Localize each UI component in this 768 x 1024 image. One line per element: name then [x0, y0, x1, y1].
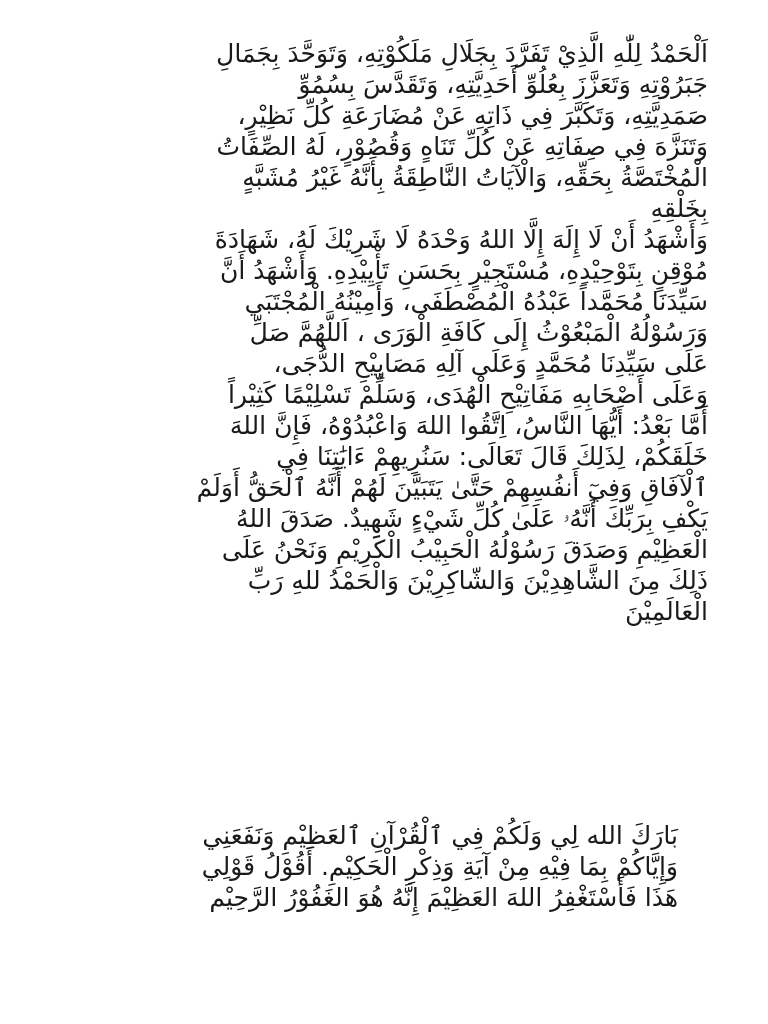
text-line: ذَلِكَ مِنَ الشَّاهِدِيْنَ وَالشّاكِرِيْنَ وَالْحَمْدُ للهِ رَبِّ: [247, 566, 708, 595]
text-line: اَلْحَمْدُ لِلّٰهِ الَّذِيْ تَفَرَّدَ بِجَلَالِ مَلَكُوْتِهِ، وَتَوَحَّدَ بِجَمَالِ: [216, 39, 708, 68]
text-line: وَأَشْهَدُ أَنْ لَا إِلَهَ إِلَّا اللهُ وَحْدَهُ لَا شَرِيْكَ لَهُ، شَهَادَةَ: [214, 225, 708, 254]
text-line: الْعَظِيْمِ وَصَدَقَ رَسُوْلُهُ الْحَبِيْبُ الْكَرِيْمِ وَنَحْنُ عَلَى: [221, 535, 708, 564]
quran-verse-line: يَكْفِ بِرَبِّكَ أَنَّهُۥ عَلَىٰ كُلِّ شَيْءٍ شَهِيدٌ. صَدَقَ اللهُ: [235, 504, 708, 533]
text-line: خَلَقَكُمْ، لِذَلِكَ قَالَ تَعَالَى: سَنُرِيهِمْ ءَايَٰتِنَا فِي: [276, 442, 708, 471]
quran-verse-line: ٱلْآفَاقِ وَفِيٓ أَنفُسِهِمْ حَتَّىٰ يَتَبَيَّنَ لَهُمْ أَنَّهُ ٱلْحَقُّ أَوَلَمْ: [196, 473, 708, 502]
text-line: مُوْقِنٍ بِتَوْحِيْدِهِ، مُسْتَجِيْرٍ بِحَسَنِ تَأْيِيْدِهِ. وَأَشْهَدُ أَنَّ: [220, 256, 708, 285]
closing-paragraph: [112, 820, 678, 913]
text-line: وَتَنَزَّهَ فِي صِفَاتِهِ عَنْ كُلِّ تَنَاهٍ وَقُصُوْرٍ، لَهُ الصِّفَاتُ: [216, 132, 708, 161]
text-line: سَيِّدَنَا مُحَمَّداً عَبْدُهُ الْمُصْطَفَى، وَأَمِيْنُهُ الْمُجْتَبَي: [244, 287, 708, 316]
text-line: صَمَدِيَّتِهِ، وَتَكَبَّرَ فِي ذَاتِهِ عَنْ مُضَارَعَةِ كُلِّ نَظِيْرٍ،: [237, 101, 708, 130]
text-line: الْعَالَمِيْنَ: [625, 597, 708, 626]
text-line: عَلَى سَيِّدِنَا مُحَمَّدٍ وَعَلَى آلِهِ مَصَابِيْحِ الدُّجَى،: [273, 349, 708, 378]
text-line: بَارَكَ الله لِي وَلَكُمْ فِي ٱلْقُرْآنِ ٱلعَظِيْمِ وَنَفَعَنِي: [202, 821, 678, 850]
text-line: وَإِيَّاكُمْ بِمَا فِيْهِ مِنْ آيَةِ وَذِكْرِ الْحَكِيْمِ. أَقُوْلُ قَوْلِي: [201, 852, 678, 881]
opening-paragraph: [96, 38, 708, 627]
text-line: هَذَا فَأَسْتَغْفِرُ اللهَ العَظِيْمَ إِنَّهُ هُوَ الغَفُوْرُ الرَّحِيْم: [209, 883, 678, 912]
text-line: وَرَسُوْلُهُ الْمَبْعُوْثُ إِلَى كَافَةِ الْوَرَى ، اَللَّهُمَّ صَلِّ: [249, 318, 708, 347]
text-line: جَبَرُوْتِهِ وَتَعَزَّزَ بِعُلُوِّ أَحَدِيَّتِهِ، وَتَقَدَّسَ بِسُمُوِّ: [298, 70, 708, 99]
text-line: الْمُخْتَصَّةُ بِحَقِّهِ، وَالْآيَاتُ النَّاطِقَةُ بِأَنَّهُ غَيْرُ مُشَبَّهٍ: [242, 163, 708, 192]
text-line: أَمَّا بَعْدُ: أَيُّهَا النَّاسُ، اِتَّقُوا اللهَ وَاعْبُدُوْهُ، فَإِنَّ اللهَ: [229, 411, 708, 440]
text-line: بِخَلْقِهِ: [650, 194, 708, 223]
text-line: وَعَلَى أَصْحَابِهِ مَفَاتِيْحِ الْهُدَى، وَسَلِّمْ تَسْلِيْمًا كَثِيْراً: [227, 380, 708, 409]
